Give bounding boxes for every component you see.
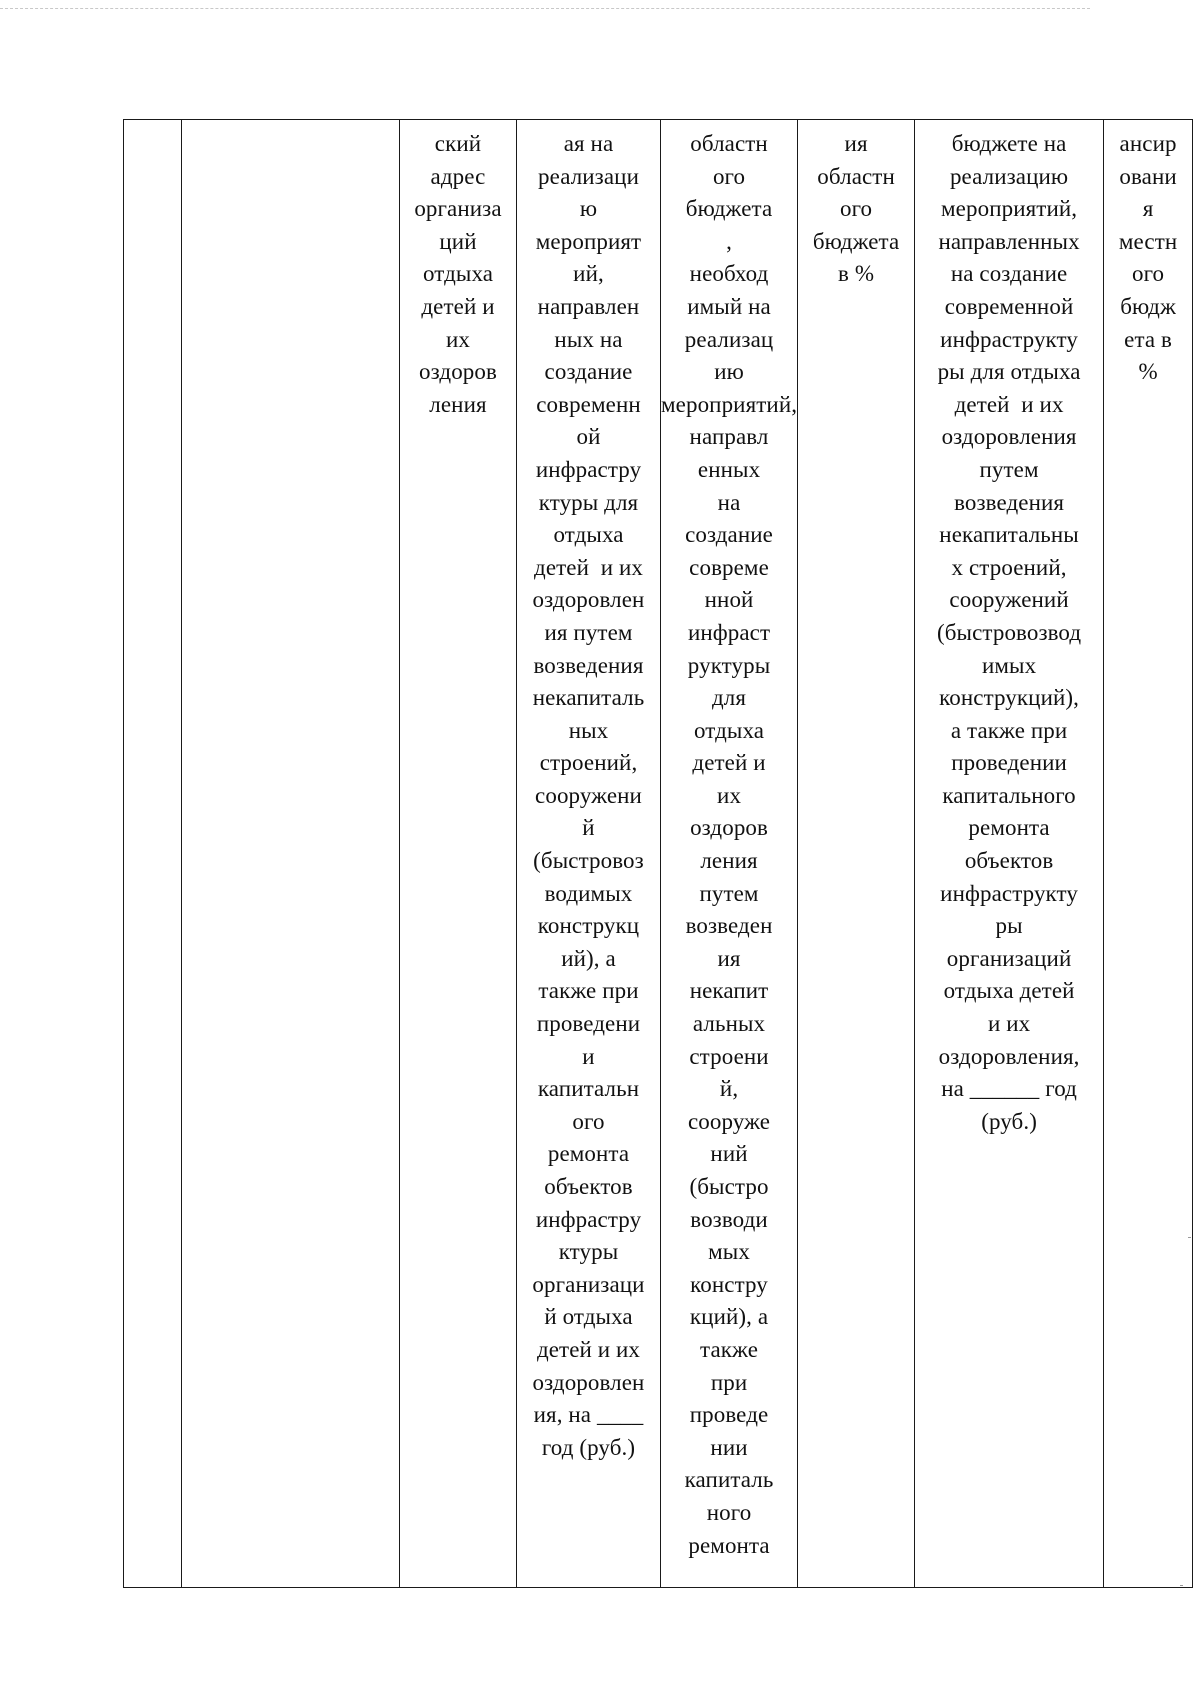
total-amount-header-text: ая на реализаци ю мероприят ий, направлен ных на создание современн ой инфрастру ктуры для отдыха детей и их оздоровлен ия путем возведения некапиталь ных строений, сооружени й (быстровоз водимых конструкц ий), а также при проведени и капитальн ого ремонта объектов инфрастру ктуры организаци й отдыха детей и их оздоровлен ия, на ____ год (руб.) [532,131,645,1460]
regional-budget-amount-header-text: областн ого бюджета , необход имый на реализац ию мероприятий, направл енных на создание совреме нной инфраст руктуры для отдыха детей и их оздоров ления путем возведен ия некапит альных строени й, сооруже ний (быстро возводи мых констру кций), а также при проведе нии капиталь ного ремонта [661,131,798,1558]
column-local-budget-amount-cell [915,120,1104,1588]
table-row [124,120,1193,1588]
column-total-amount-cell [517,120,661,1588]
regional-budget-percent-header-text: ия областн ого бюджета в % [812,131,900,287]
local-budget-percent-header-text: ансир овани я местн ого бюдж ета в % [1118,131,1178,385]
local-budget-amount-header-text: бюджете на реализацию мероприятий, направленных на создание современной инфраструкту ры для отдыха детей и их оздоровления путем возведения некапитальны х строений, сооружений (быстровозвод имых конструкций), а также при проведении капитального ремонта объектов инфраструкту ры организаций отдыха детей и их оздоровления, на ______ год (руб.) [936,131,1082,1134]
column-name-cell [182,120,400,1588]
column-number-cell [124,120,182,1588]
scan-top-edge [0,8,1090,9]
column-local-budget-percent-cell [1104,120,1193,1588]
column-regional-budget-percent-cell [798,120,915,1588]
address-header-text: ский адрес организа ций отдыха детей и их оздоров ления [414,131,502,417]
column-address-cell [400,120,517,1588]
funding-table [123,119,1193,1588]
column-regional-budget-amount-cell [661,120,798,1588]
